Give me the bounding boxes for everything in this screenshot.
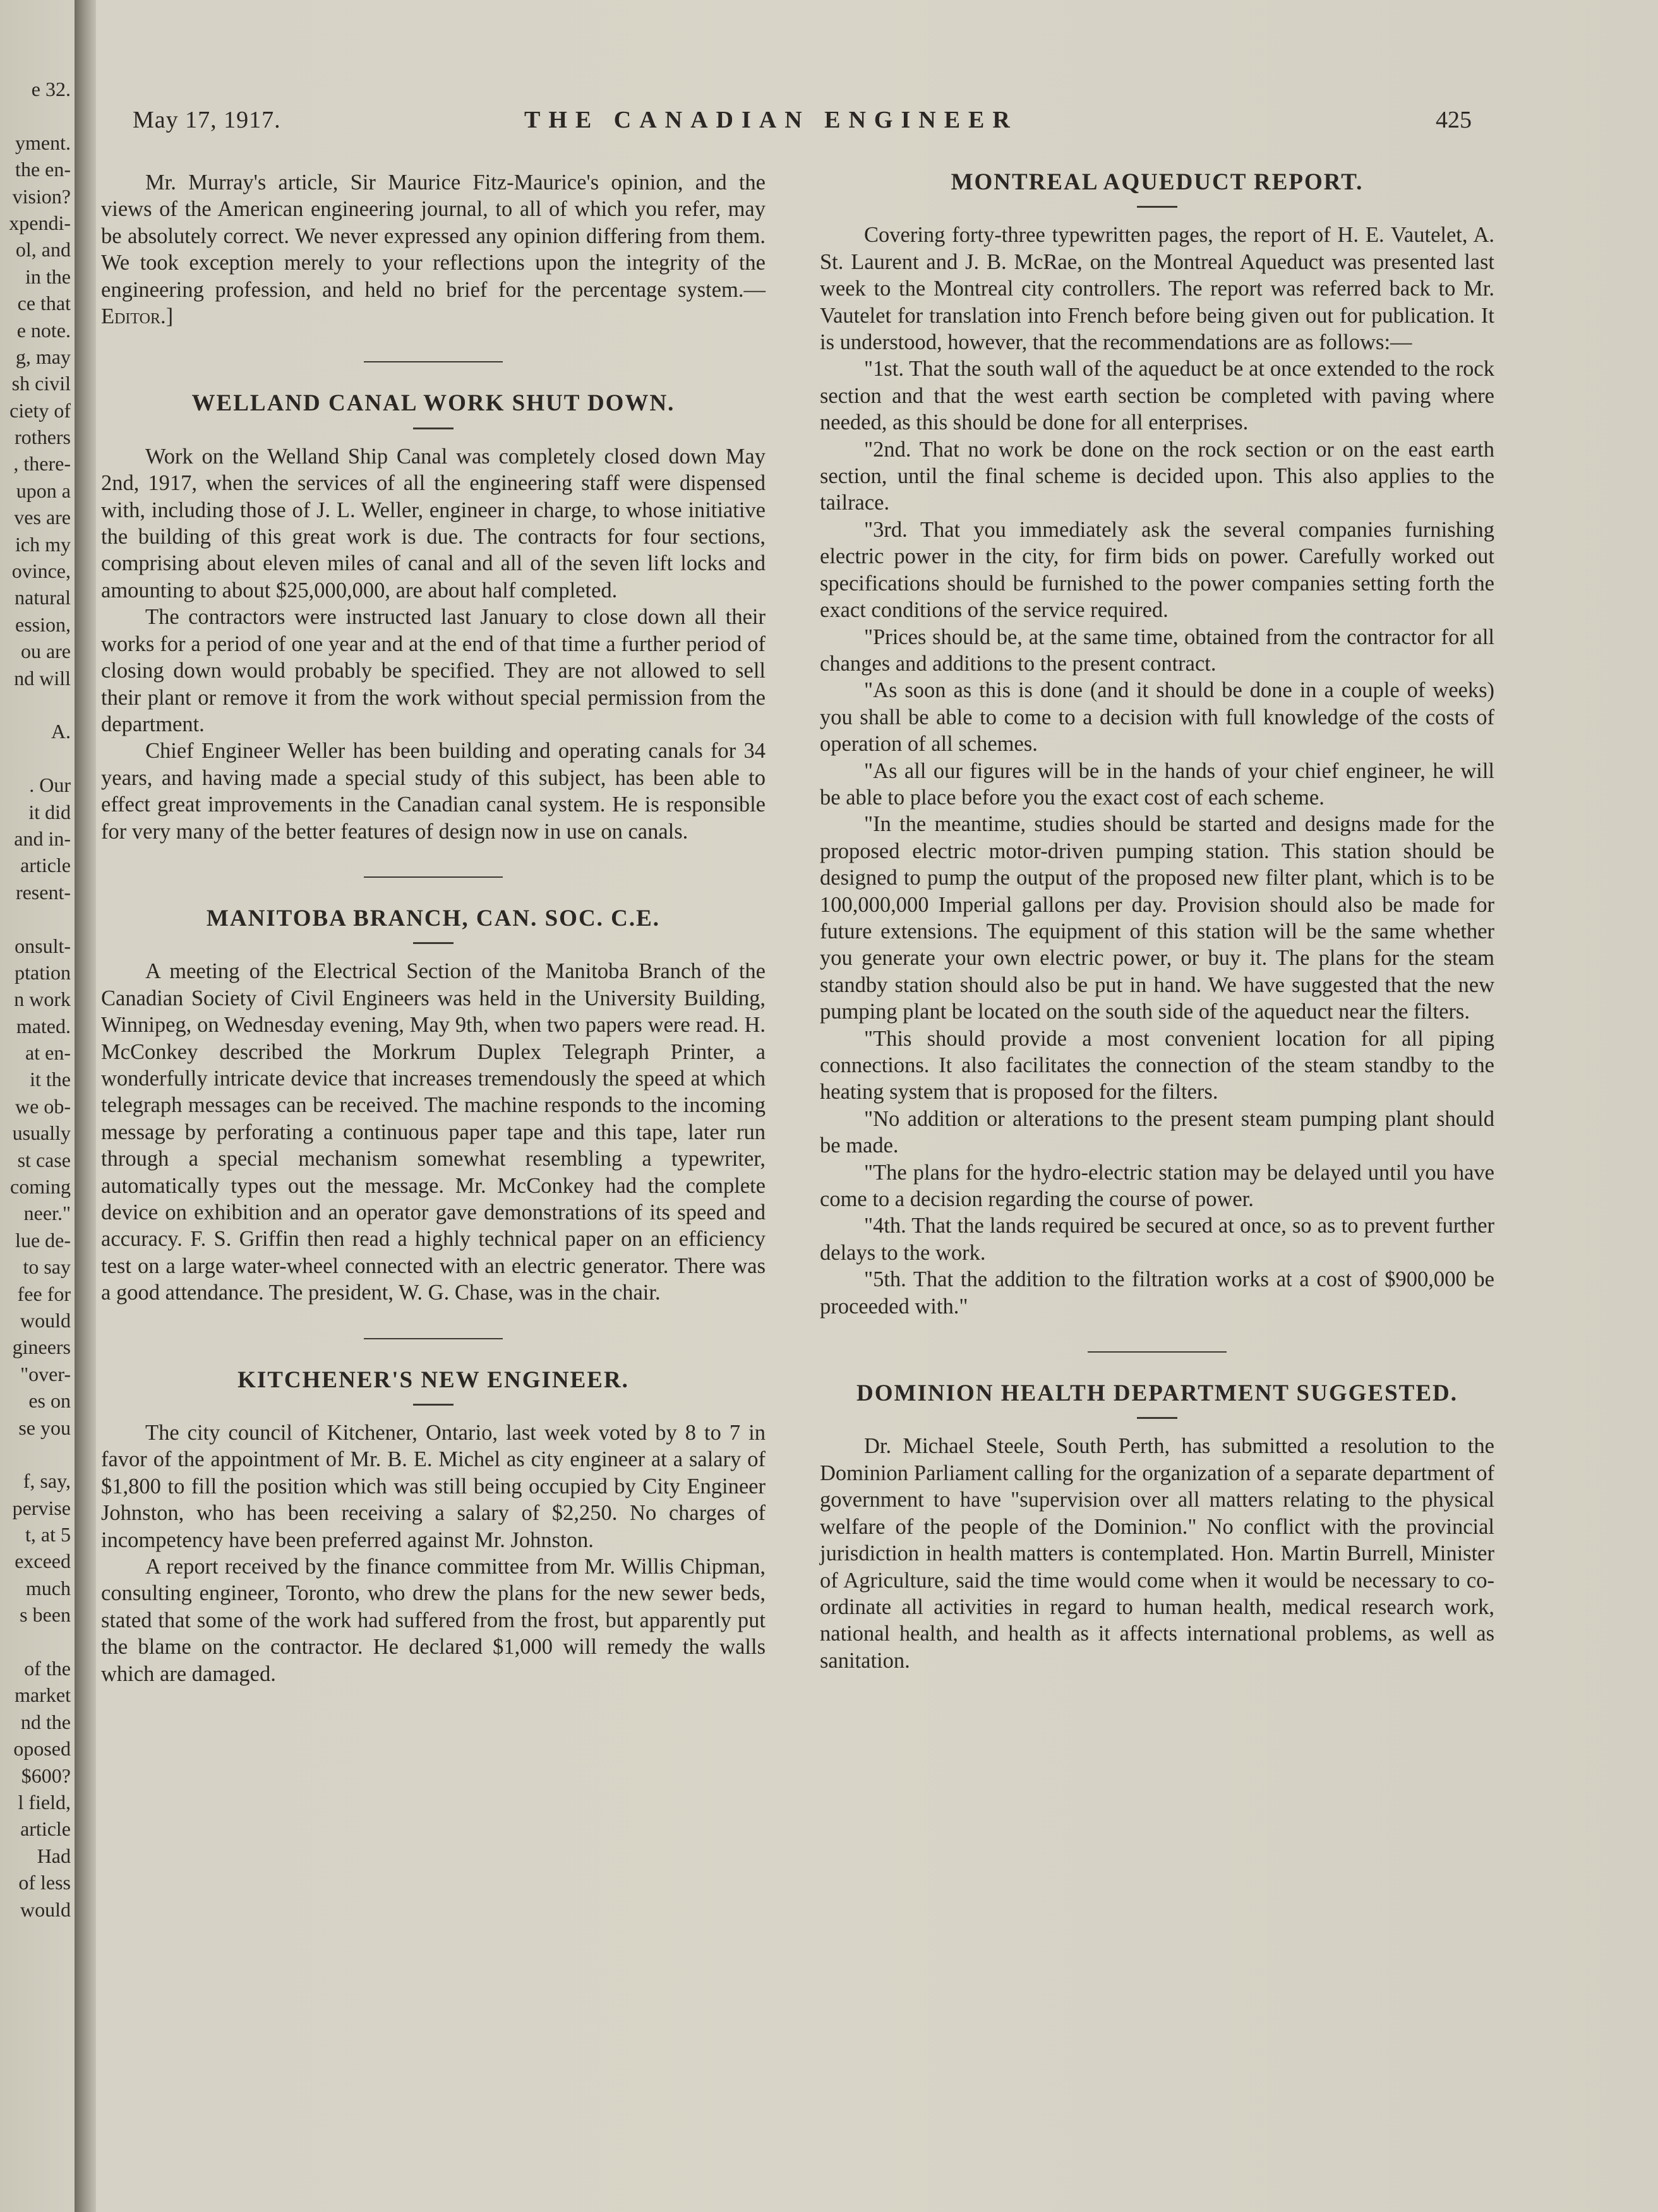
margin-fragment: to say bbox=[23, 1255, 71, 1279]
margin-fragment: nd the bbox=[20, 1710, 71, 1733]
margin-fragment: st case bbox=[17, 1148, 71, 1171]
margin-fragment: natural bbox=[15, 586, 71, 609]
manitoba-article bbox=[101, 958, 766, 1306]
paragraph: A meeting of the Electrical Section of the Manitoba Branch of the Canadian Society of Civil Engineers was held in the University Building, Winnipeg, on Wednesday evening, May 9th, when two papers were read. H. McConkey described the Morkrum Duplex Telegraph Printer, a wonderfully intricate device that increases tremendously the speed at which telegraph messages can be received. The machine responds to the incoming message by perforating a continuous paper tape and this tape, later run through a special mechanism somewhat resembling a typewriter, automatically types out the message. Mr. McConkey had the complete device on exhibition and an operator gave demonstrations of its speed and accuracy. F. S. Griffin then read a highly technical paper on an efficiency test on a large water-wheel connected with an electric generator. There was a good attendance. The president, W. G. Chase, was in the chair. bbox=[101, 959, 766, 1305]
previous-page-edge bbox=[0, 76, 71, 2197]
margin-fragment: xpendi- bbox=[9, 211, 71, 234]
margin-fragment: s been bbox=[20, 1603, 71, 1627]
margin-fragment: article bbox=[20, 1817, 71, 1841]
dominion-article bbox=[820, 1433, 1494, 1674]
heading-rule bbox=[413, 427, 454, 429]
heading-rule bbox=[1137, 206, 1177, 208]
margin-fragment: se you bbox=[18, 1416, 71, 1439]
heading-rule bbox=[1137, 1417, 1177, 1419]
paragraph: "3rd. That you immediately ask the several companies furnishing electric power in the city, for firm bids on power. Carefully worked out specifications should be furnished to the power companies setting forth the exact conditions of the service required. bbox=[820, 517, 1494, 623]
margin-fragment: usually bbox=[12, 1121, 71, 1145]
paragraph: "In the meantime, studies should be started and designs made for the proposed electric motor-driven pumping station. This station should be designed to pump the output of the proposed new filter plant, which is to be 100,000,000 Imperial gallons per day. Provision should also be made for future extensions. The equipment of this station will be the same whether you generate your own electric power, or buy it. The plans for the steam standby station should also be put in hand. We have suggested that the new pumping plant be located on the south side of the aqueduct near the filters. bbox=[820, 812, 1494, 1024]
margin-fragment: gineers bbox=[12, 1336, 71, 1359]
welland-article bbox=[101, 443, 766, 845]
margin-fragment: fee for bbox=[17, 1282, 71, 1305]
margin-fragment: onsult- bbox=[15, 934, 71, 957]
editor-note bbox=[101, 169, 766, 330]
margin-fragment: e 32. bbox=[31, 78, 71, 100]
binding-gutter bbox=[75, 0, 96, 2212]
paragraph: "As all our figures will be in the hands of your chief engineer, he will be able to place before you the exact cost of each scheme. bbox=[820, 758, 1494, 810]
margin-fragment: in the bbox=[25, 265, 71, 288]
margin-fragment: , there- bbox=[13, 452, 71, 475]
margin-fragment: ovince, bbox=[11, 559, 71, 583]
paragraph: "Prices should be, at the same time, obtained from the contractor for all changes and additions to the present contract. bbox=[820, 625, 1494, 676]
margin-fragment: nd will bbox=[14, 666, 71, 690]
margin-fragment: ession, bbox=[15, 613, 71, 636]
margin-fragment: the en- bbox=[15, 158, 71, 181]
paragraph: "As soon as this is done (and it should be done in a couple of weeks) you shall be able to come to a decision with full knowledge of the costs of operation of all schemes. bbox=[820, 678, 1494, 756]
heading-rule bbox=[413, 1404, 454, 1406]
margin-fragment: es on bbox=[28, 1389, 71, 1413]
margin-fragment: ich my bbox=[15, 532, 71, 556]
paragraph: "4th. That the lands required be secured at once, so as to prevent further delays to the work. bbox=[820, 1214, 1494, 1265]
margin-fragment: t, at 5 bbox=[25, 1523, 71, 1546]
margin-fragment: "over- bbox=[20, 1362, 71, 1385]
margin-fragment: A. bbox=[51, 720, 71, 743]
left-column bbox=[101, 169, 766, 1687]
margin-fragment bbox=[0, 102, 71, 129]
margin-fragment: lue de- bbox=[15, 1228, 71, 1252]
margin-fragment: it the bbox=[30, 1068, 71, 1091]
margin-fragment: market bbox=[15, 1683, 71, 1707]
margin-fragment: n work bbox=[14, 988, 71, 1011]
margin-fragment: of less bbox=[18, 1871, 71, 1894]
section-divider bbox=[364, 361, 503, 362]
paragraph: Work on the Welland Ship Canal was completely closed down May 2nd, 1917, when the services of all the engineering staff were dispensed with, including those of J. L. Weller, engineer in charge, to whose initiative the building of this great work is due. The contracts for four sections, comprising about eleven miles of canal and all of the seven lift locks and amounting to about $25,000,000, are about half completed. bbox=[101, 444, 766, 602]
margin-fragment: yment. bbox=[15, 131, 71, 154]
margin-fragment: ou are bbox=[20, 640, 71, 663]
margin-fragment: $600? bbox=[21, 1764, 71, 1787]
margin-fragment: l field, bbox=[18, 1791, 71, 1814]
margin-fragment: oposed bbox=[13, 1737, 71, 1761]
page-number: 425 bbox=[1436, 107, 1472, 133]
montreal-article bbox=[820, 222, 1494, 1320]
paragraph: The city council of Kitchener, Ontario, last week voted by 8 to 7 in favor of the appointment of Mr. B. E. Michel as city engineer at a salary of $1,800 to fill the position which was still being occupied by City Engineer Johnston, who has been receiving a salary of $2,250. No charges of incompetency have been preferred against Mr. Johnston. bbox=[101, 1421, 766, 1552]
paragraph: Dr. Michael Steele, South Perth, has submitted a resolution to the Dominion Parliament calling for the organization of a separate department of government to have "supervision over all matters relating to the physical welfare of the people of the Dominion." No conflict with the provincial jurisdiction in health matters is contemplated. Hon. Martin Burrell, Minister of Agriculture, said the time would come when it would be necessary to co-ordinate all activities in regard to human health, medical research work, national health, and health as it affects international problems, as well as sanitation. bbox=[820, 1434, 1494, 1673]
margin-fragment: at en- bbox=[25, 1041, 71, 1065]
margin-fragment: would bbox=[20, 1308, 71, 1332]
margin-fragment: pervise bbox=[12, 1496, 71, 1519]
margin-fragment: upon a bbox=[16, 479, 71, 502]
paragraph: "1st. That the south wall of the aqueduct be at once extended to the rock section and that the west earth section be completed with paving where needed, as this should be done for all enterprises. bbox=[820, 357, 1494, 435]
paragraph: The contractors were instructed last January to close down all their works for a period of one year and at the end of that time a further period of closing down would probably be specified. They are not allowed to sell their plant or remove it from the work without special permission from the department. bbox=[101, 605, 766, 736]
paragraph: A report received by the finance committee from Mr. Willis Chipman, consulting engineer, Toronto, who drew the plans for the new sewer beds, stated that some of the work had suffered from the frost, but apparently put the blame on the contractor. He declared $1,000 will remedy the walls which are damaged. bbox=[101, 1555, 766, 1686]
margin-fragment bbox=[0, 745, 71, 772]
kitchener-heading: KITCHENER'S NEW ENGINEER. bbox=[237, 1366, 629, 1393]
margin-fragment: much bbox=[25, 1576, 71, 1599]
margin-fragment: neer." bbox=[23, 1202, 71, 1225]
paragraph: "The plans for the hydro-electric station may be delayed until you have come to a decision regarding the course of power. bbox=[820, 1160, 1494, 1212]
welland-heading: WELLAND CANAL WORK SHUT DOWN. bbox=[191, 390, 675, 417]
kitchener-article bbox=[101, 1420, 766, 1687]
paragraph: Covering forty-three typewritten pages, the report of H. E. Vautelet, A. St. Laurent and J. B. McRae, on the Montreal Aqueduct was presented last week to the Montreal city controllers. The report was referred back to Mr. Vautelet for translation into French before being given out for publication. It is understood, however, that the recommendations are as follows:— bbox=[820, 223, 1494, 355]
section-divider bbox=[1088, 1351, 1227, 1353]
right-column bbox=[820, 169, 1494, 1674]
paragraph: "This should provide a most convenient location for all piping connections. It also facilitates the connection of the steam standby to the heating system that is proposed for the filters. bbox=[820, 1026, 1494, 1104]
margin-fragment: would bbox=[20, 1898, 71, 1921]
margin-fragment: it did bbox=[28, 800, 71, 823]
paragraph: Chief Engineer Weller has been building and operating canals for 34 years, and having made a special study of this subject, has been able to effect great improvements in the Canadian canal system. He is responsible for very many of the better features of design now in use on canals. bbox=[101, 739, 766, 844]
margin-fragment: and in- bbox=[14, 827, 71, 850]
paragraph: "5th. That the addition to the filtration works at a cost of $900,000 be proceeded with." bbox=[820, 1267, 1494, 1318]
paragraph: "No addition or alterations to the present steam pumping plant should be made. bbox=[820, 1106, 1494, 1158]
editor-note-text: Mr. Murray's article, Sir Maurice Fitz-Maurice's opinion, and the views of the American engineering journal, to all of which you refer, may be absolutely correct. We never expressed any opinion differing from them. We took exception merely to your reflections upon the integrity of the engineering profession, and held no brief for the percentage system.— bbox=[101, 170, 766, 302]
manitoba-heading: MANITOBA BRANCH, CAN. SOC. C.E. bbox=[206, 905, 661, 931]
margin-fragment: we ob- bbox=[15, 1094, 71, 1118]
margin-fragment bbox=[0, 1441, 71, 1468]
journal-title: THE CANADIAN ENGINEER bbox=[524, 107, 1018, 133]
margin-fragment: ptation bbox=[15, 960, 71, 984]
editor-signature: Editor.] bbox=[101, 304, 174, 329]
margin-fragment: ciety of bbox=[9, 398, 71, 422]
running-header bbox=[133, 106, 1472, 144]
margin-fragment bbox=[0, 1629, 71, 1655]
margin-fragment: vision? bbox=[12, 184, 71, 208]
heading-rule bbox=[413, 942, 454, 944]
montreal-heading: MONTREAL AQUEDUCT REPORT. bbox=[951, 169, 1364, 195]
margin-fragment: resent- bbox=[15, 880, 71, 904]
margin-fragment: ol, and bbox=[15, 238, 71, 261]
margin-fragment: coming bbox=[10, 1175, 71, 1199]
margin-fragment: Had bbox=[37, 1844, 71, 1867]
margin-fragment: rothers bbox=[15, 426, 71, 449]
margin-fragment bbox=[0, 691, 71, 718]
header-date: May 17, 1917. bbox=[133, 107, 281, 133]
section-divider bbox=[364, 876, 503, 878]
margin-fragment: exceed bbox=[15, 1550, 71, 1573]
margin-fragment: mated. bbox=[16, 1014, 71, 1037]
margin-fragment bbox=[0, 906, 71, 932]
margin-fragment: ves are bbox=[14, 506, 71, 529]
margin-fragment: of the bbox=[24, 1657, 71, 1680]
paragraph: "2nd. That no work be done on the rock section or on the east earth section, until the final scheme is decided upon. This also applies to the tailrace. bbox=[820, 437, 1494, 515]
margin-fragment: . Our bbox=[29, 774, 71, 797]
margin-fragment: ce that bbox=[17, 292, 71, 315]
dominion-heading: DOMINION HEALTH DEPARTMENT SUGGESTED. bbox=[856, 1380, 1458, 1407]
margin-fragment: f, say, bbox=[23, 1469, 71, 1493]
margin-fragment: g, may bbox=[15, 345, 71, 368]
margin-fragment: e note. bbox=[16, 318, 71, 342]
margin-fragment: sh civil bbox=[11, 372, 71, 395]
margin-fragment: article bbox=[20, 854, 71, 877]
section-divider bbox=[364, 1338, 503, 1339]
